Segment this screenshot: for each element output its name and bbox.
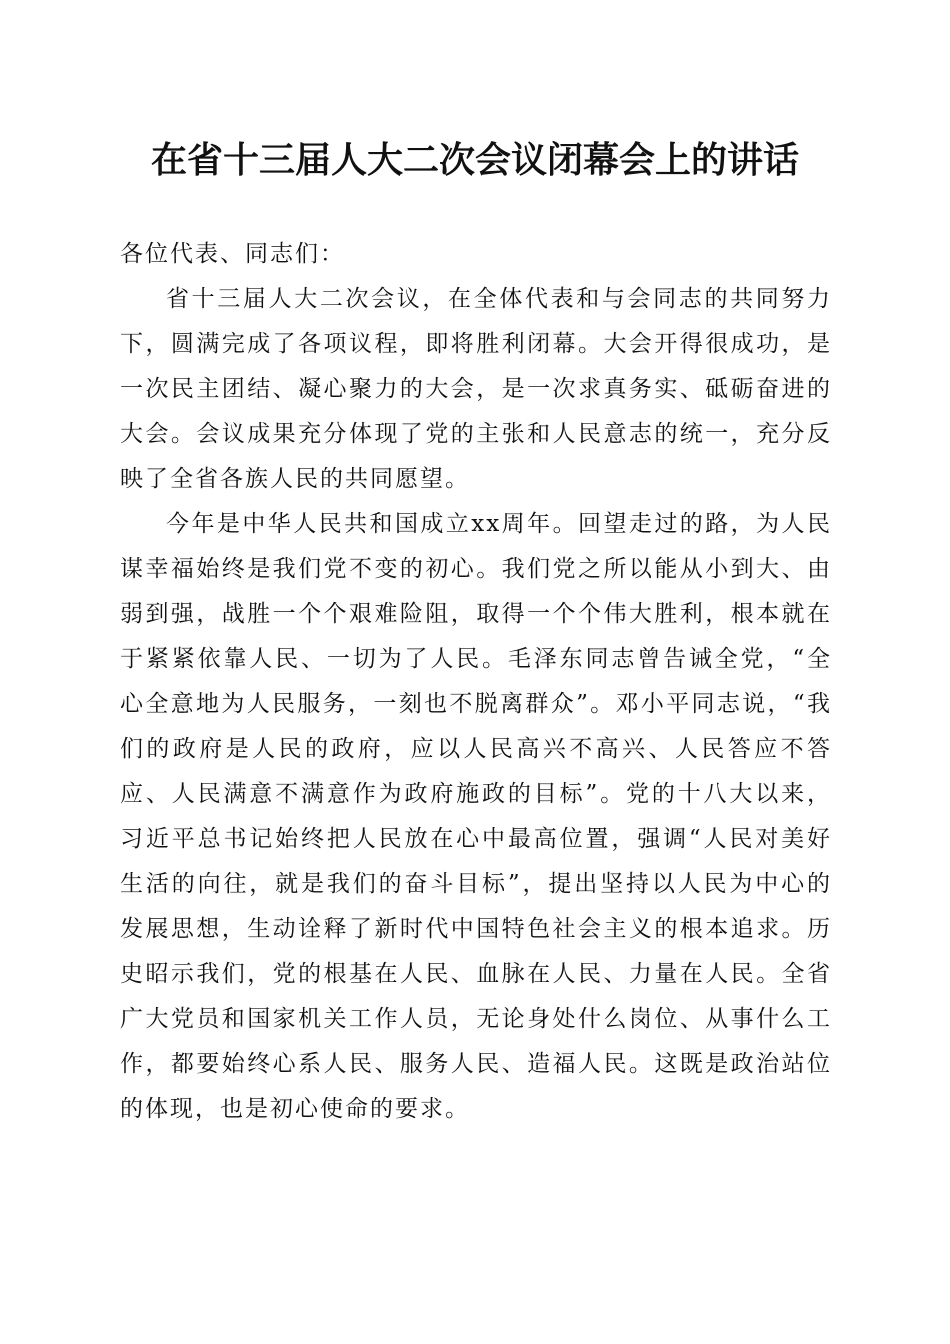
paragraph-1: 省十三届人大二次会议，在全体代表和与会同志的共同努力下，圆满完成了各项议程，即将胜利闭幕。大会开得很成功，是一次民主团结、凝心聚力的大会，是一次求真务实、砥砺奋进的大会。会议成果充分体现了党的主张和人民意志的统一，充分反映了全省各族人民的共同愿望。 bbox=[120, 286, 832, 492]
paragraph-2: 今年是中华人民共和国成立xx周年。回望走过的路，为人民谋幸福始终是我们党不变的初心。我们党之所以能从小到大、由弱到强，战胜一个个艰难险阻，取得一个个伟大胜利，根本就在于紧紧依靠人民、一切为了人民。毛泽东同志曾告诫全党，“全心全意地为人民服务，一刻也不脱离群众”。邓小平同志说，“我们的政府是人民的政府，应以人民高兴不高兴、人民答应不答应、人民满意不满意作为政府施政的目标”。党的十八大以来，习近平总书记始终把人民放在心中最高位置，强调“人民对美好生活的向往，就是我们的奋斗目标”，提出坚持以人民为中心的发展思想，生动诠释了新时代中国特色社会主义的根本追求。历史昭示我们，党的根基在人民、血脉在人民、力量在人民。全省广大党员和国家机关工作人员，无论身处什么岗位、从事什么工作，都要始终心系人民、服务人民、造福人民。这既是政治站位的体现，也是初心使命的要求。 bbox=[120, 511, 832, 1122]
salutation: 各位代表、同志们： bbox=[120, 241, 345, 267]
document-body bbox=[120, 232, 832, 1132]
document-title: 在省十三届人大二次会议闭幕会上的讲话 bbox=[150, 139, 799, 181]
